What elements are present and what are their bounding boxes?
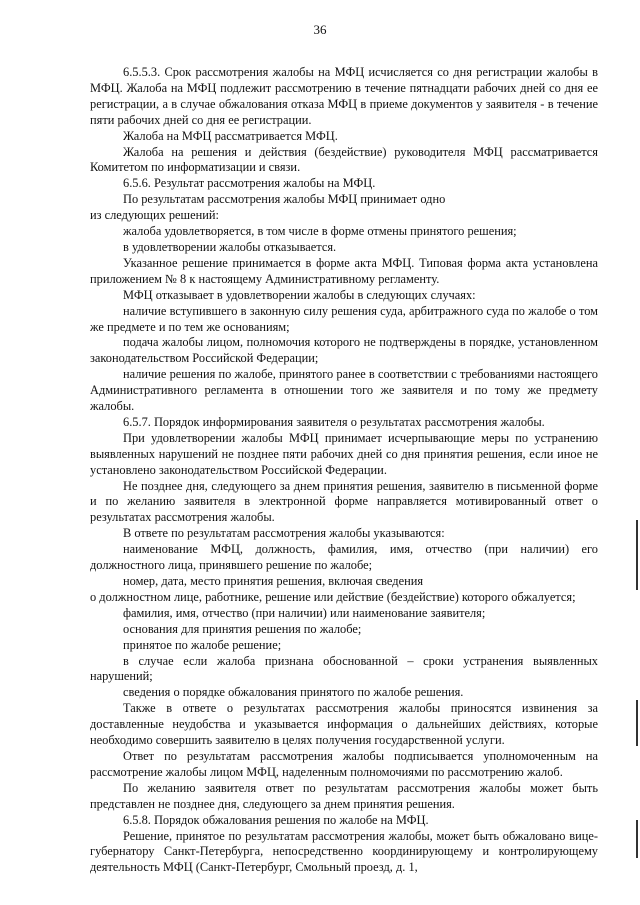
list-item: наименование МФЦ, должность, фамилия, имя, отчество (при наличии) его должностного лица, принявшего решение по жалобе; — [90, 542, 598, 573]
paragraph: При удовлетворении жалобы МФЦ принимает исчерпывающие меры по устранению выявленных нарушений не позднее пяти рабочих дней со дня принятия решения, если иное не установлено законодательством Российской Федерации. — [90, 430, 598, 477]
paragraph: Ответ по результатам рассмотрения жалобы подписывается уполномоченным на рассмотрение жалобы лицом МФЦ, наделенным полномочиями по рассмотрению жалоб. — [90, 748, 598, 779]
list-item: в удовлетворении жалобы отказывается. — [123, 239, 337, 254]
list-item: принятое по жалобе решение; — [123, 637, 282, 652]
paragraph: 6.5.5.3. Срок рассмотрения жалобы на МФЦ исчисляется со дня регистрации жалобы в МФЦ. Жалоба на МФЦ подлежит рассмотрению в течение пятнадцати рабочих дней со дня ее регистрации, а в случае обжалования отказа МФЦ в приеме документов у заявителя - в течение пяти рабочих дней со дня ее регистрации. — [90, 65, 598, 127]
list-item: о должностном лице, работнике, решение или действие (бездействие) которого обжалуется; — [90, 589, 576, 604]
scan-edge-mark — [636, 820, 638, 858]
paragraph: Не позднее дня, следующего за днем принятия решения, заявителю в письменной форме и по желанию заявителя в электронной форме направляется мотивированный ответ о результатах рассмотрения жалобы. — [90, 478, 598, 525]
list-item: подача жалобы лицом, полномочия которого не подтверждены в порядке, установленном законодательством Российской Федерации; — [90, 335, 598, 366]
paragraph: По результатам рассмотрения жалобы МФЦ принимает одно — [123, 192, 446, 207]
list-item: в случае если жалоба признана обоснованной – сроки устранения выявленных нарушений; — [90, 653, 598, 684]
paragraph: МФЦ отказывает в удовлетворении жалобы в следующих случаях: — [123, 287, 476, 302]
scan-edge-mark — [636, 700, 638, 746]
paragraph: Жалоба на решения и действия (бездействие) руководителя МФЦ рассматривается Комитетом по информатизации и связи. — [90, 144, 598, 175]
list-item: основания для принятия решения по жалобе; — [123, 621, 362, 636]
list-item: сведения о порядке обжалования принятого по жалобе решения. — [123, 685, 464, 700]
list-item: номер, дата, место принятия решения, включая сведения — [123, 574, 424, 588]
section-heading: 6.5.6. Результат рассмотрения жалобы на МФЦ. — [123, 176, 376, 191]
paragraph: В ответе по результатам рассмотрения жалобы указываются: — [123, 526, 445, 541]
list-item: наличие решения по жалобе, принятого ранее в соответствии с требованиями настоящего Административного регламента в отношении того же заявителя и по тому же предмету жалобы. — [90, 367, 598, 414]
document-body — [90, 65, 598, 876]
list-item: жалоба удовлетворяется, в том числе в форме отмены принятого решения; — [123, 224, 517, 239]
scan-edge-mark — [636, 520, 638, 590]
list-item: наличие вступившего в законную силу решения суда, арбитражного суда по жалобе о том же предмете и по тем же основаниям; — [90, 303, 598, 334]
paragraph: Решение, принятое по результатам рассмотрения жалобы, может быть обжаловано вице-губернатору Санкт-Петербурга, непосредственно координирующему и контролирующему деятельность МФЦ (Санкт-Петербург, Смольный проезд, д. 1, — [90, 828, 598, 875]
page-number: 36 — [313, 22, 327, 37]
paragraph: Также в ответе о результатах рассмотрения жалобы приносятся извинения за доставленные неудобства и указывается информация о дальнейших действиях, которые необходимо совершить заявителю в целях получения государственной услуги. — [90, 701, 598, 748]
section-heading: 6.5.8. Порядок обжалования решения по жалобе на МФЦ. — [123, 812, 429, 827]
paragraph: Указанное решение принимается в форме акта МФЦ. Типовая форма акта установлена приложением № 8 к настоящему Административному регламенту. — [90, 255, 598, 286]
list-item: фамилия, имя, отчество (при наличии) или наименование заявителя; — [123, 605, 486, 620]
paragraph: Жалоба на МФЦ рассматривается МФЦ. — [123, 128, 338, 143]
paragraph: По желанию заявителя ответ по результатам рассмотрения жалобы может быть представлен не позднее дня, следующего за днем принятия решения. — [90, 780, 598, 811]
paragraph: из следующих решений: — [90, 208, 219, 223]
section-heading: 6.5.7. Порядок информирования заявителя о результатах рассмотрения жалобы. — [123, 414, 545, 429]
